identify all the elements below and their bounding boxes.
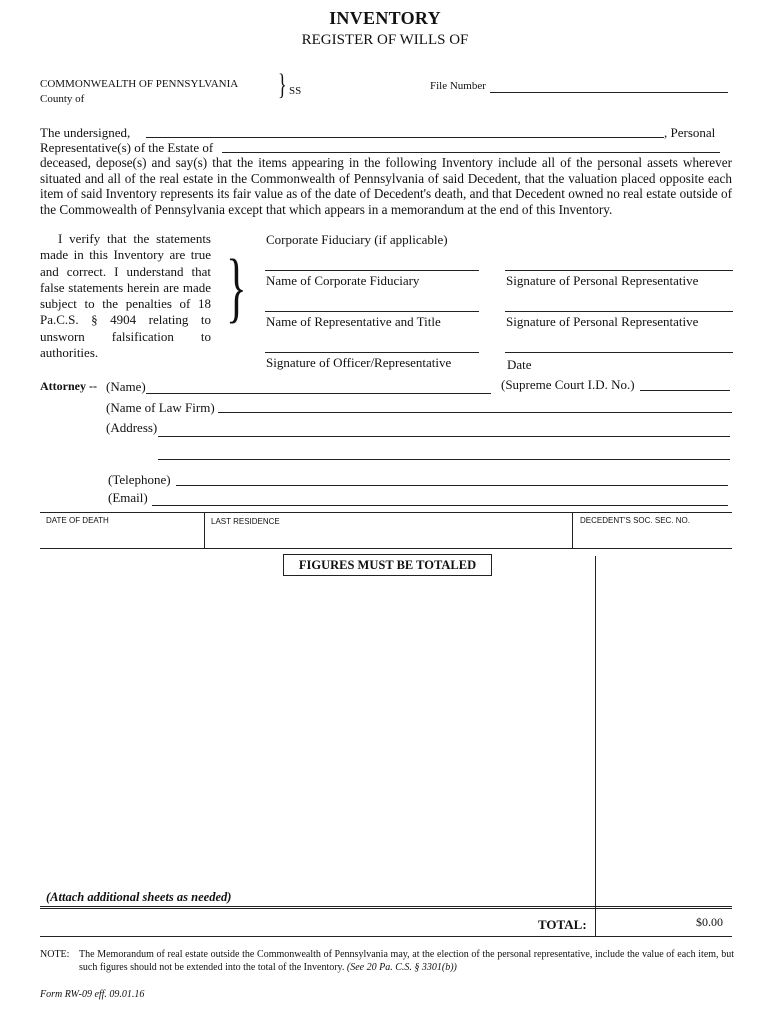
inventory-values-area[interactable] — [598, 560, 732, 905]
decedent-row-divider-2 — [572, 512, 573, 548]
venue-brace: } — [278, 68, 287, 101]
ssn-label: DECEDENT'S SOC. SEC. NO. — [580, 516, 690, 525]
total-row-top-border — [40, 906, 732, 907]
last-residence-field[interactable] — [206, 527, 570, 547]
personal-label: , Personal — [664, 125, 716, 140]
personal-representative-name-field[interactable] — [146, 137, 664, 138]
decedent-row-bottom-border — [40, 548, 732, 549]
name-corporate-fiduciary-label: Name of Corporate Fiduciary — [266, 273, 420, 288]
supreme-court-id-label: (Supreme Court I.D. No.) — [501, 377, 635, 392]
attorney-label: Attorney -- — [40, 379, 97, 393]
signature-pr-1-field[interactable] — [505, 270, 733, 271]
estate-of-label: Representative(s) of the Estate of — [40, 140, 214, 155]
total-value: $0.00 — [696, 915, 723, 929]
verification-text: I verify that the statements made in this Inventory are true and correct. I understand that false statements herein are made subject to the penalties of 18 Pa.C.S. § 4904 relating to unsworn falsification to authorities. — [40, 231, 211, 361]
inventory-items-area[interactable] — [40, 560, 592, 905]
date-of-death-label: DATE OF DEATH — [46, 516, 109, 525]
undersigned-label: The undersigned, — [40, 125, 131, 140]
note-label: NOTE: — [40, 949, 70, 960]
form-title: INVENTORY — [329, 8, 441, 28]
telephone-field[interactable] — [176, 485, 728, 486]
signature-pr-2-field[interactable] — [505, 311, 733, 312]
telephone-label: (Telephone) — [108, 472, 171, 487]
address-field-line-1[interactable] — [158, 436, 730, 437]
note-block — [79, 948, 734, 974]
signature-officer-label: Signature of Officer/Representative — [266, 355, 452, 370]
date-field[interactable] — [505, 352, 733, 353]
decedent-row-top-border — [40, 512, 732, 513]
decedent-row-divider-1 — [204, 512, 205, 548]
signature-pr-2-label: Signature of Personal Representative — [506, 314, 699, 329]
last-residence-label: LAST RESIDENCE — [211, 517, 280, 526]
email-label: (Email) — [108, 490, 148, 505]
figures-must-be-totaled-banner: FIGURES MUST BE TOTALED — [283, 554, 492, 576]
estate-name-field[interactable] — [222, 152, 720, 153]
signature-pr-1-label: Signature of Personal Representative — [506, 273, 699, 288]
declaration-body: deceased, depose(s) and say(s) that the items appearing in the following Inventory include all of the personal assets wherever situated and all of the real estate in the Commonwealth of Pennsylvania of said Decedent, that the valuation placed opposite each item of said Inventory represents its fair value as of the date of Decedent's death, and that Decedent owned no real estate outside of the Commowealth of Pennsylvania except that which appears in a memorandum at the end of this Inventory. — [40, 155, 732, 217]
address-label: (Address) — [106, 420, 158, 435]
total-row-bottom-border — [40, 936, 732, 937]
file-number-label: File Number — [430, 80, 486, 92]
county-label: County of — [40, 93, 85, 105]
corporate-fiduciary-label: Corporate Fiduciary (if applicable) — [266, 232, 448, 247]
date-of-death-field[interactable] — [42, 527, 202, 547]
ss-label: SS — [289, 85, 302, 97]
attach-note: (Attach additional sheets as needed) — [46, 890, 232, 904]
form-id: Form RW-09 eff. 09.01.16 — [40, 989, 145, 1000]
total-row-top-border-double — [40, 908, 732, 909]
note-citation: (See 20 Pa. C.S. § 3301(b)) — [346, 962, 457, 973]
commonwealth-label: COMMONWEALTH OF PENNSYLVANIA — [40, 78, 239, 90]
note-text: The Memorandum of real estate outside the Commonwealth of Pennsylvania may, at the election of the personal representative, include the value of each item, but such figures should not be extended into the total of the Inventory. — [79, 949, 734, 973]
verification-brace: } — [226, 243, 247, 330]
form-subtitle: REGISTER OF WILLS OF — [301, 32, 469, 48]
name-representative-title-label: Name of Representative and Title — [266, 314, 441, 329]
corporate-fiduciary-field[interactable] — [265, 270, 479, 271]
law-firm-label: (Name of Law Firm) — [106, 400, 215, 415]
email-field[interactable] — [152, 505, 728, 506]
attorney-name-field[interactable] — [146, 393, 491, 394]
ssn-field[interactable] — [574, 527, 730, 547]
supreme-court-id-field[interactable] — [640, 390, 730, 391]
signature-officer-field[interactable] — [265, 352, 479, 353]
value-column-divider — [595, 556, 596, 936]
file-number-field[interactable] — [490, 92, 728, 93]
law-firm-field[interactable] — [218, 412, 732, 413]
address-field-line-2[interactable] — [158, 459, 730, 460]
attorney-name-label: (Name) — [106, 379, 146, 394]
total-label: TOTAL: — [538, 917, 587, 932]
representative-title-field[interactable] — [265, 311, 479, 312]
date-label: Date — [507, 357, 532, 372]
